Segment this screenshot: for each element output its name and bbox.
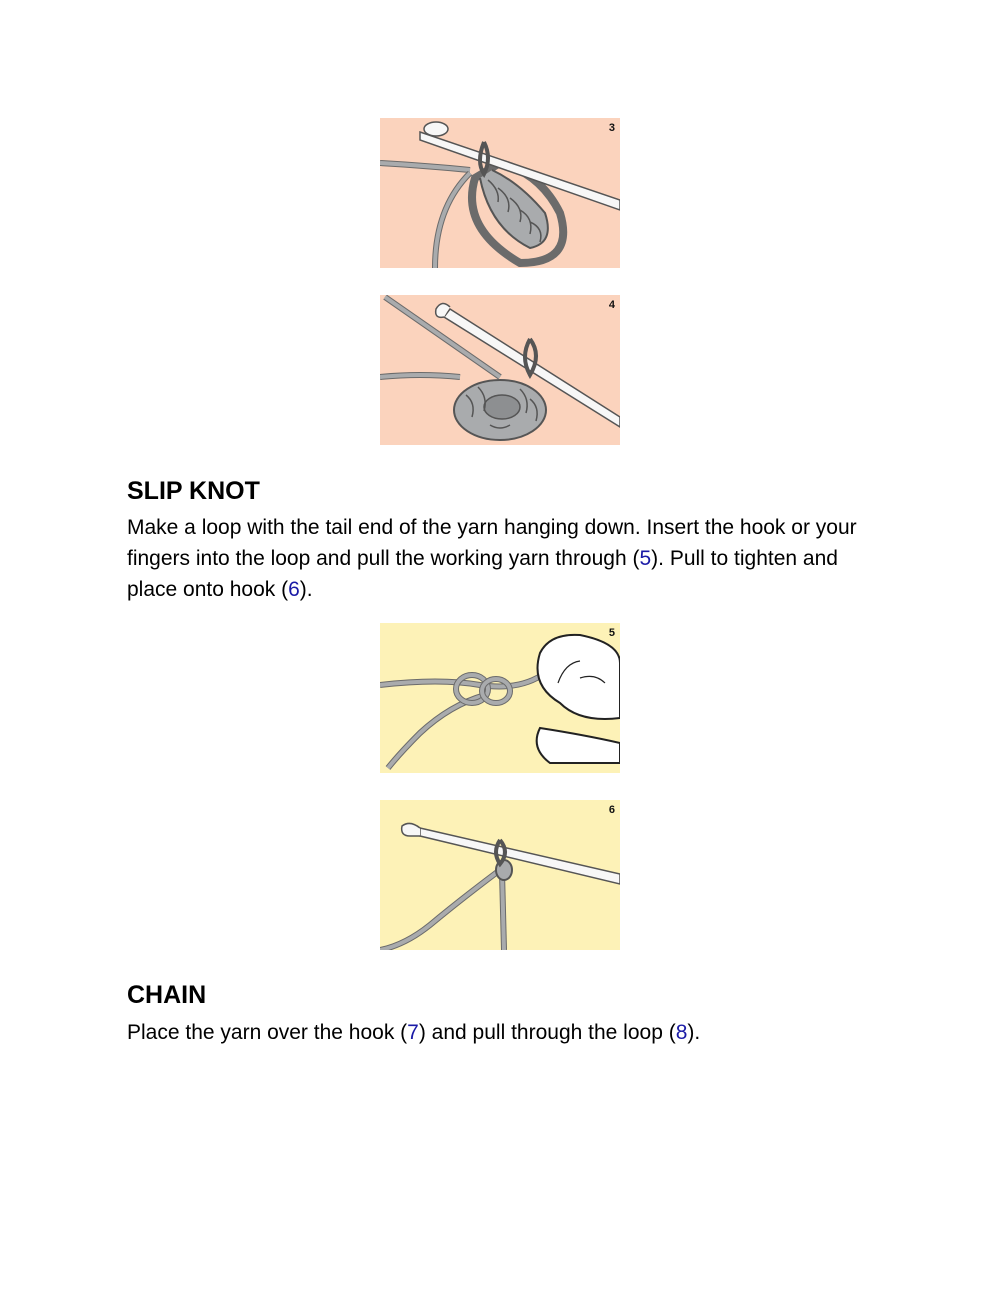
figure-4 bbox=[380, 295, 620, 445]
slip-knot-instructions: Make a loop with the tail end of the yarn hanging down. Insert the hook or your fingers into the loop and pull the working yarn through (5). Pull to tighten and place onto hook (6). bbox=[127, 516, 857, 601]
section-heading-chain: CHAIN bbox=[127, 981, 207, 1009]
figure-5 bbox=[380, 623, 620, 773]
section-heading-slip-knot: SLIP KNOT bbox=[127, 477, 260, 505]
figure-number: 6 bbox=[608, 804, 615, 816]
figure-reference-5[interactable]: 5 bbox=[639, 547, 652, 570]
figure-number: 3 bbox=[608, 122, 615, 134]
figure-number: 4 bbox=[608, 299, 615, 311]
figure-5-illustration bbox=[380, 623, 620, 773]
figure-3-illustration bbox=[380, 118, 620, 268]
figure-6 bbox=[380, 800, 620, 950]
figure-6-illustration bbox=[380, 800, 620, 950]
figure-reference-6[interactable]: 6 bbox=[288, 578, 300, 601]
figure-4-illustration bbox=[380, 295, 620, 445]
figure-reference-7[interactable]: 7 bbox=[407, 1021, 419, 1044]
chain-instructions: Place the yarn over the hook (7) and pull through the loop (8). bbox=[127, 1021, 701, 1044]
figure-reference-8[interactable]: 8 bbox=[675, 1021, 688, 1044]
figure-3 bbox=[380, 118, 620, 268]
figure-number: 5 bbox=[608, 627, 615, 639]
